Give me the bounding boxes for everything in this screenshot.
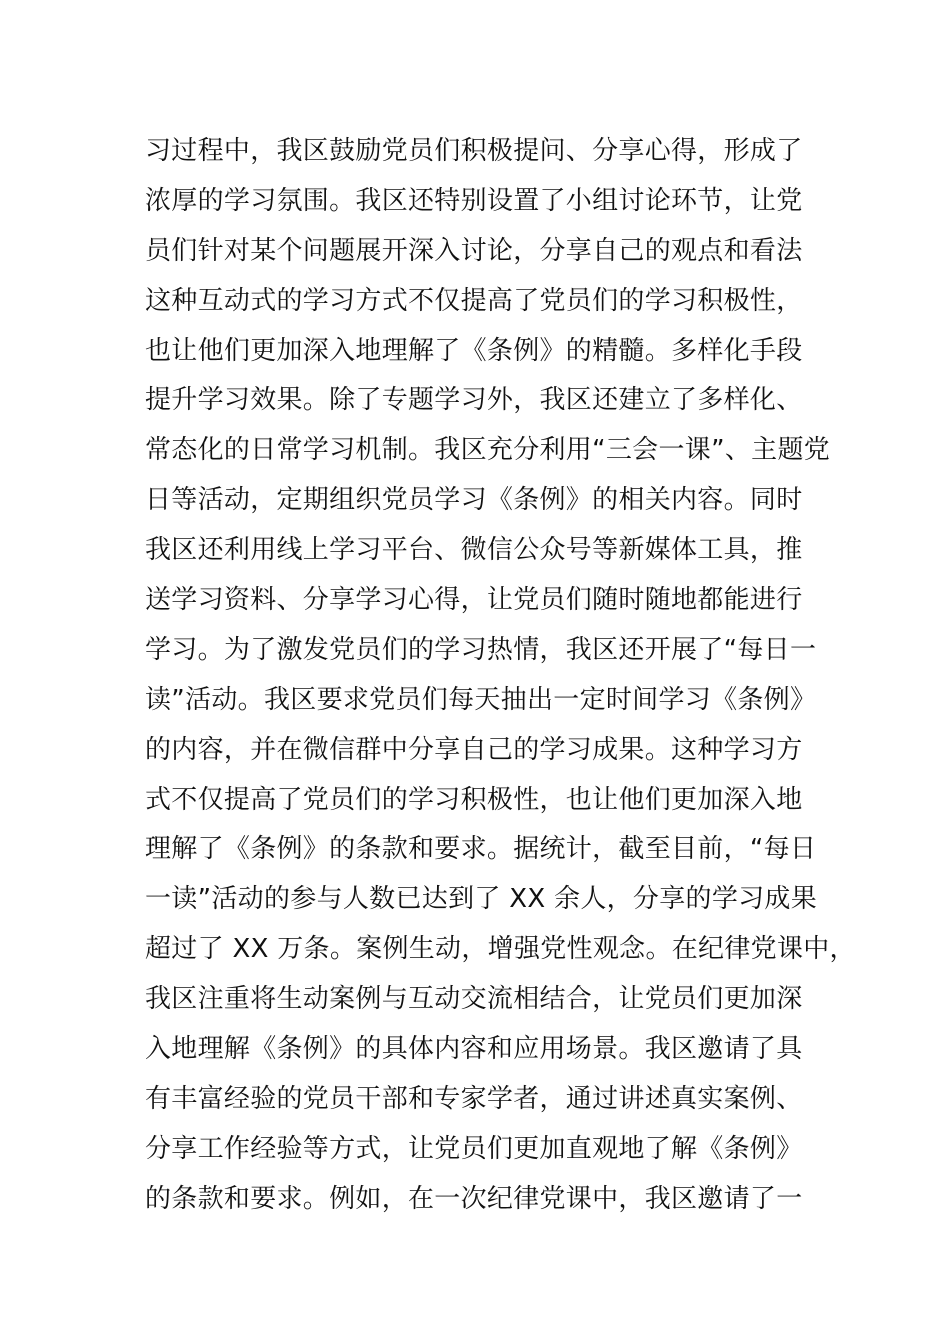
text-line: 式不仅提高了党员们的学习积极性，也让他们更加深入地 <box>145 784 803 815</box>
text-line: 送学习资料、分享学习心得，让党员们随时随地都能进行 <box>145 585 803 616</box>
text-line: 日等活动，定期组织党员学习《条例》的相关内容。同时 <box>145 485 803 516</box>
text-line: 浓厚的学习氛围。我区还特别设置了小组讨论环节，让党 <box>145 185 803 216</box>
text-line: 一读”活动的参与人数已达到了 XX 余人，分享的学习成果 <box>145 884 818 915</box>
text-line: 入地理解《条例》的具体内容和应用场景。我区邀请了具 <box>145 1034 803 1065</box>
text-line: 超过了 XX 万条。案例生动，增强党性观念。在纪律党课中， <box>145 934 856 965</box>
text-line: 我区注重将生动案例与互动交流相结合，让党员们更加深 <box>145 984 803 1015</box>
text-line: 学习。为了激发党员们的学习热情，我区还开展了“每日一 <box>145 634 817 665</box>
body-text <box>145 127 856 1225</box>
text-line: 提升学习效果。除了专题学习外，我区还建立了多样化、 <box>145 385 803 416</box>
text-line: 习过程中，我区鼓励党员们积极提问、分享心得，形成了 <box>145 136 803 166</box>
text-line: 理解了《条例》的条款和要求。据统计，截至目前，“每日 <box>145 834 817 865</box>
text-line: 分享工作经验等方式，让党员们更加直观地了解《条例》 <box>145 1133 803 1164</box>
text-line: 我区还利用线上学习平台、微信公众号等新媒体工具，推 <box>145 535 803 566</box>
text-line: 有丰富经验的党员干部和专家学者，通过讲述真实案例、 <box>145 1083 803 1114</box>
text-line: 读”活动。我区要求党员们每天抽出一定时间学习《条例》 <box>145 684 817 715</box>
text-line: 也让他们更加深入地理解了《条例》的精髓。多样化手段 <box>145 335 803 366</box>
text-line: 这种互动式的学习方式不仅提高了党员们的学习积极性， <box>145 285 803 316</box>
text-line: 的条款和要求。例如，在一次纪律党课中，我区邀请了一 <box>145 1183 803 1214</box>
text-line: 的内容，并在微信群中分享自己的学习成果。这种学习方 <box>145 734 803 765</box>
text-line: 员们针对某个问题展开深入讨论，分享自己的观点和看法 <box>145 235 803 266</box>
text-line: 常态化的日常学习机制。我区充分利用“三会一课”、主题党 <box>145 435 831 466</box>
